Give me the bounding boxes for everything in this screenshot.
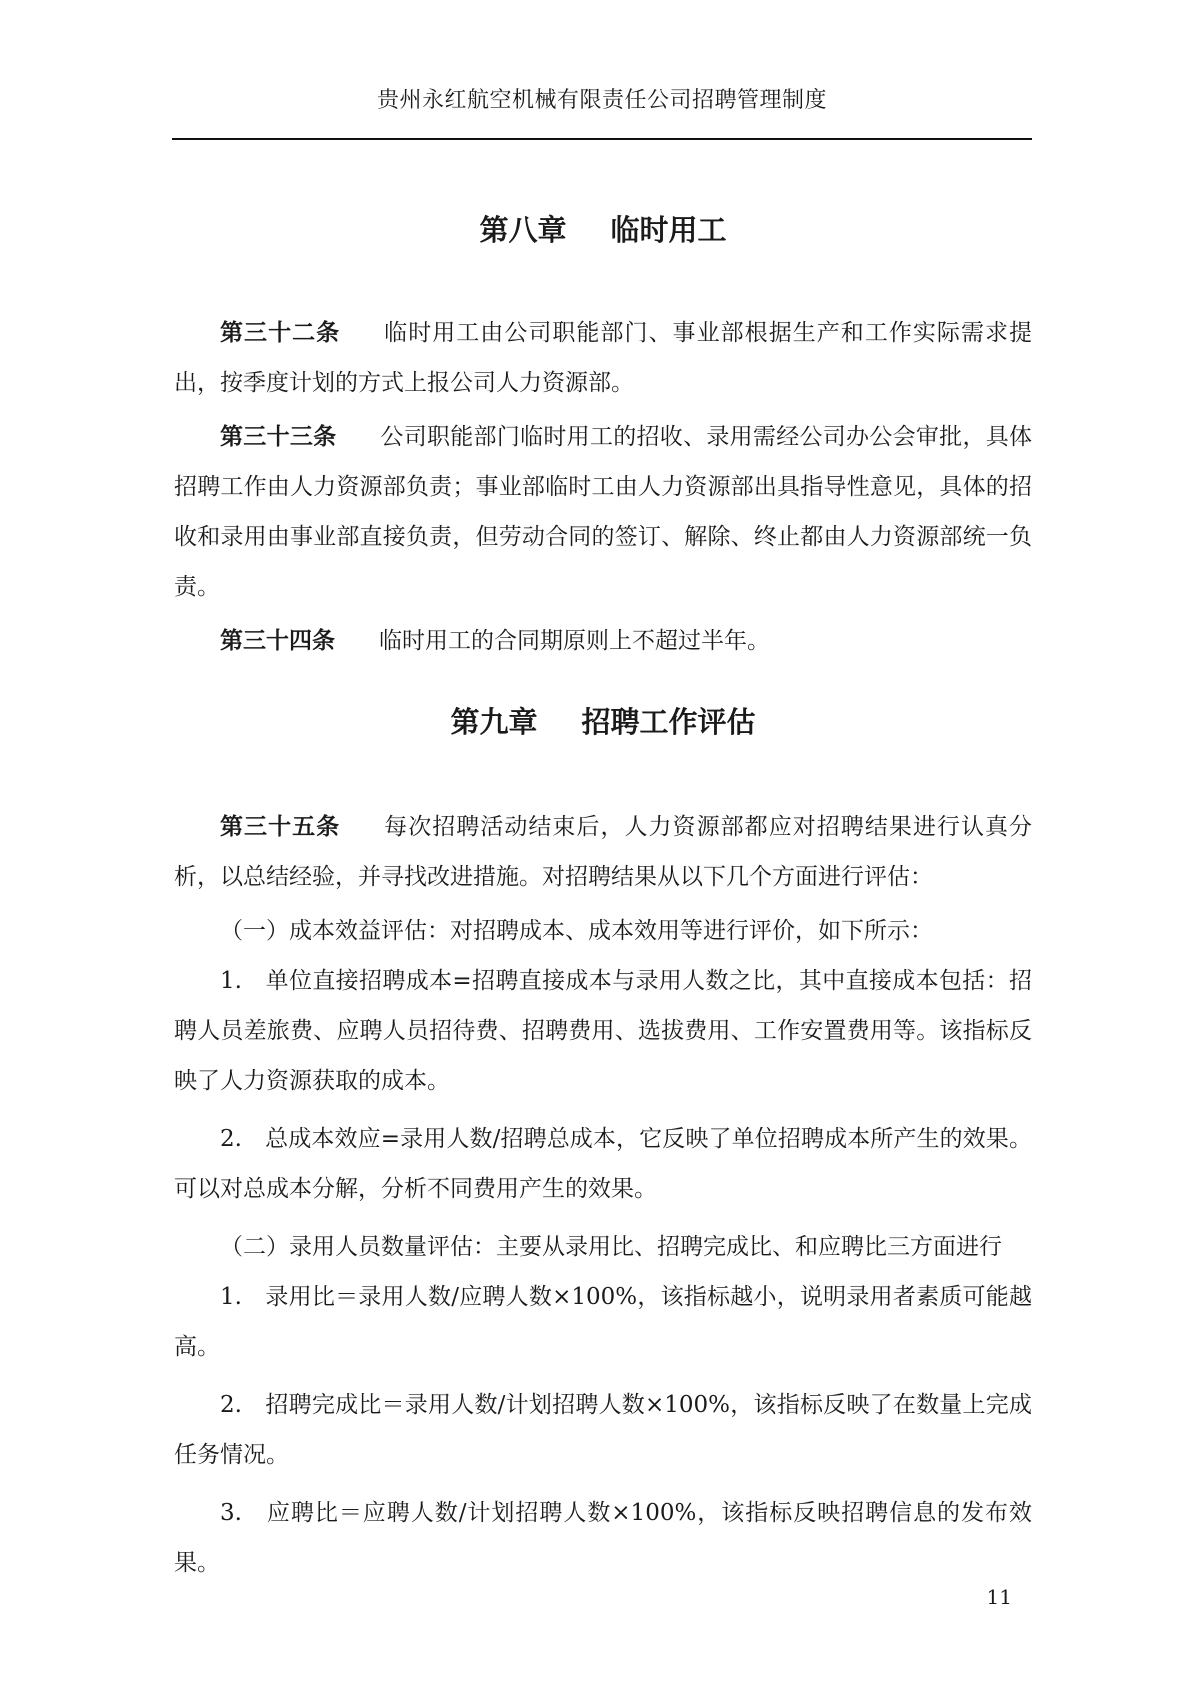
article-34 [174, 616, 1032, 666]
article-label: 第三十三条 [220, 424, 337, 450]
section-heading-quantity: （二）录用人员数量评估：主要从录用比、招聘完成比、和应聘比三方面进行 [220, 1234, 1002, 1260]
list-item: 1. 录用比＝录用人数/应聘人数×100%，该指标越小，说明录用者素质可能越高。 [174, 1284, 1032, 1360]
running-header: 贵州永红航空机械有限责任公司招聘管理制度 [376, 88, 827, 113]
article-label: 第三十四条 [220, 628, 335, 654]
article-text: 临时用工的合同期原则上不超过半年。 [379, 628, 770, 654]
article-text: 公司职能部门临时用工的招收、录用需经公司办公会审批，具体招聘工作由人力资源部负责；事业部临时工由人力资源部出具指导性意见，具体的招收和录用由事业部直接负责，但劳动合同的签订、解除、终止都由人力资源部统一负责。 [174, 424, 1032, 600]
chapter-heading-8 [174, 200, 1032, 260]
page-number: 11 [986, 1585, 1012, 1609]
article-33 [174, 412, 1032, 612]
article-label: 第三十二条 [220, 320, 341, 346]
list-item: 1. 单位直接招聘成本=招聘直接成本与录用人数之比，其中直接成本包括：招聘人员差旅费、应聘人员招待费、招聘费用、选拔费用、工作安置费用等。该指标反映了人力资源获取的成本。 [174, 968, 1032, 1094]
chapter-title: 招聘工作评估 [581, 705, 756, 739]
document-body [174, 200, 1032, 1588]
chapter-number: 第九章 [450, 705, 538, 739]
article-text: 每次招聘活动结束后，人力资源部都应对招聘结果进行认真分析，以总结经验，并寻找改进措施。对招聘结果从以下几个方面进行评估： [174, 814, 1033, 890]
chapter-title: 临时用工 [610, 213, 727, 247]
article-35 [174, 802, 1032, 902]
header-rule [172, 138, 1032, 140]
section-heading-cost: （一）成本效益评估：对招聘成本、成本效用等进行评价，如下所示： [220, 918, 933, 944]
chapter-heading-9 [174, 692, 1032, 752]
article-32 [174, 308, 1032, 408]
list-item: 3. 应聘比＝应聘人数/计划招聘人数×100%，该指标反映招聘信息的发布效果。 [174, 1500, 1032, 1576]
article-label: 第三十五条 [220, 814, 341, 840]
list-item: 2. 招聘完成比＝录用人数/计划招聘人数×100%，该指标反映了在数量上完成任务情况。 [174, 1392, 1032, 1468]
article-text: 临时用工由公司职能部门、事业部根据生产和工作实际需求提出，按季度计划的方式上报公司人力资源部。 [174, 320, 1033, 396]
list-item: 2. 总成本效应=录用人数/招聘总成本，它反映了单位招聘成本所产生的效果。可以对总成本分解，分析不同费用产生的效果。 [174, 1126, 1032, 1202]
chapter-number: 第八章 [479, 213, 567, 247]
